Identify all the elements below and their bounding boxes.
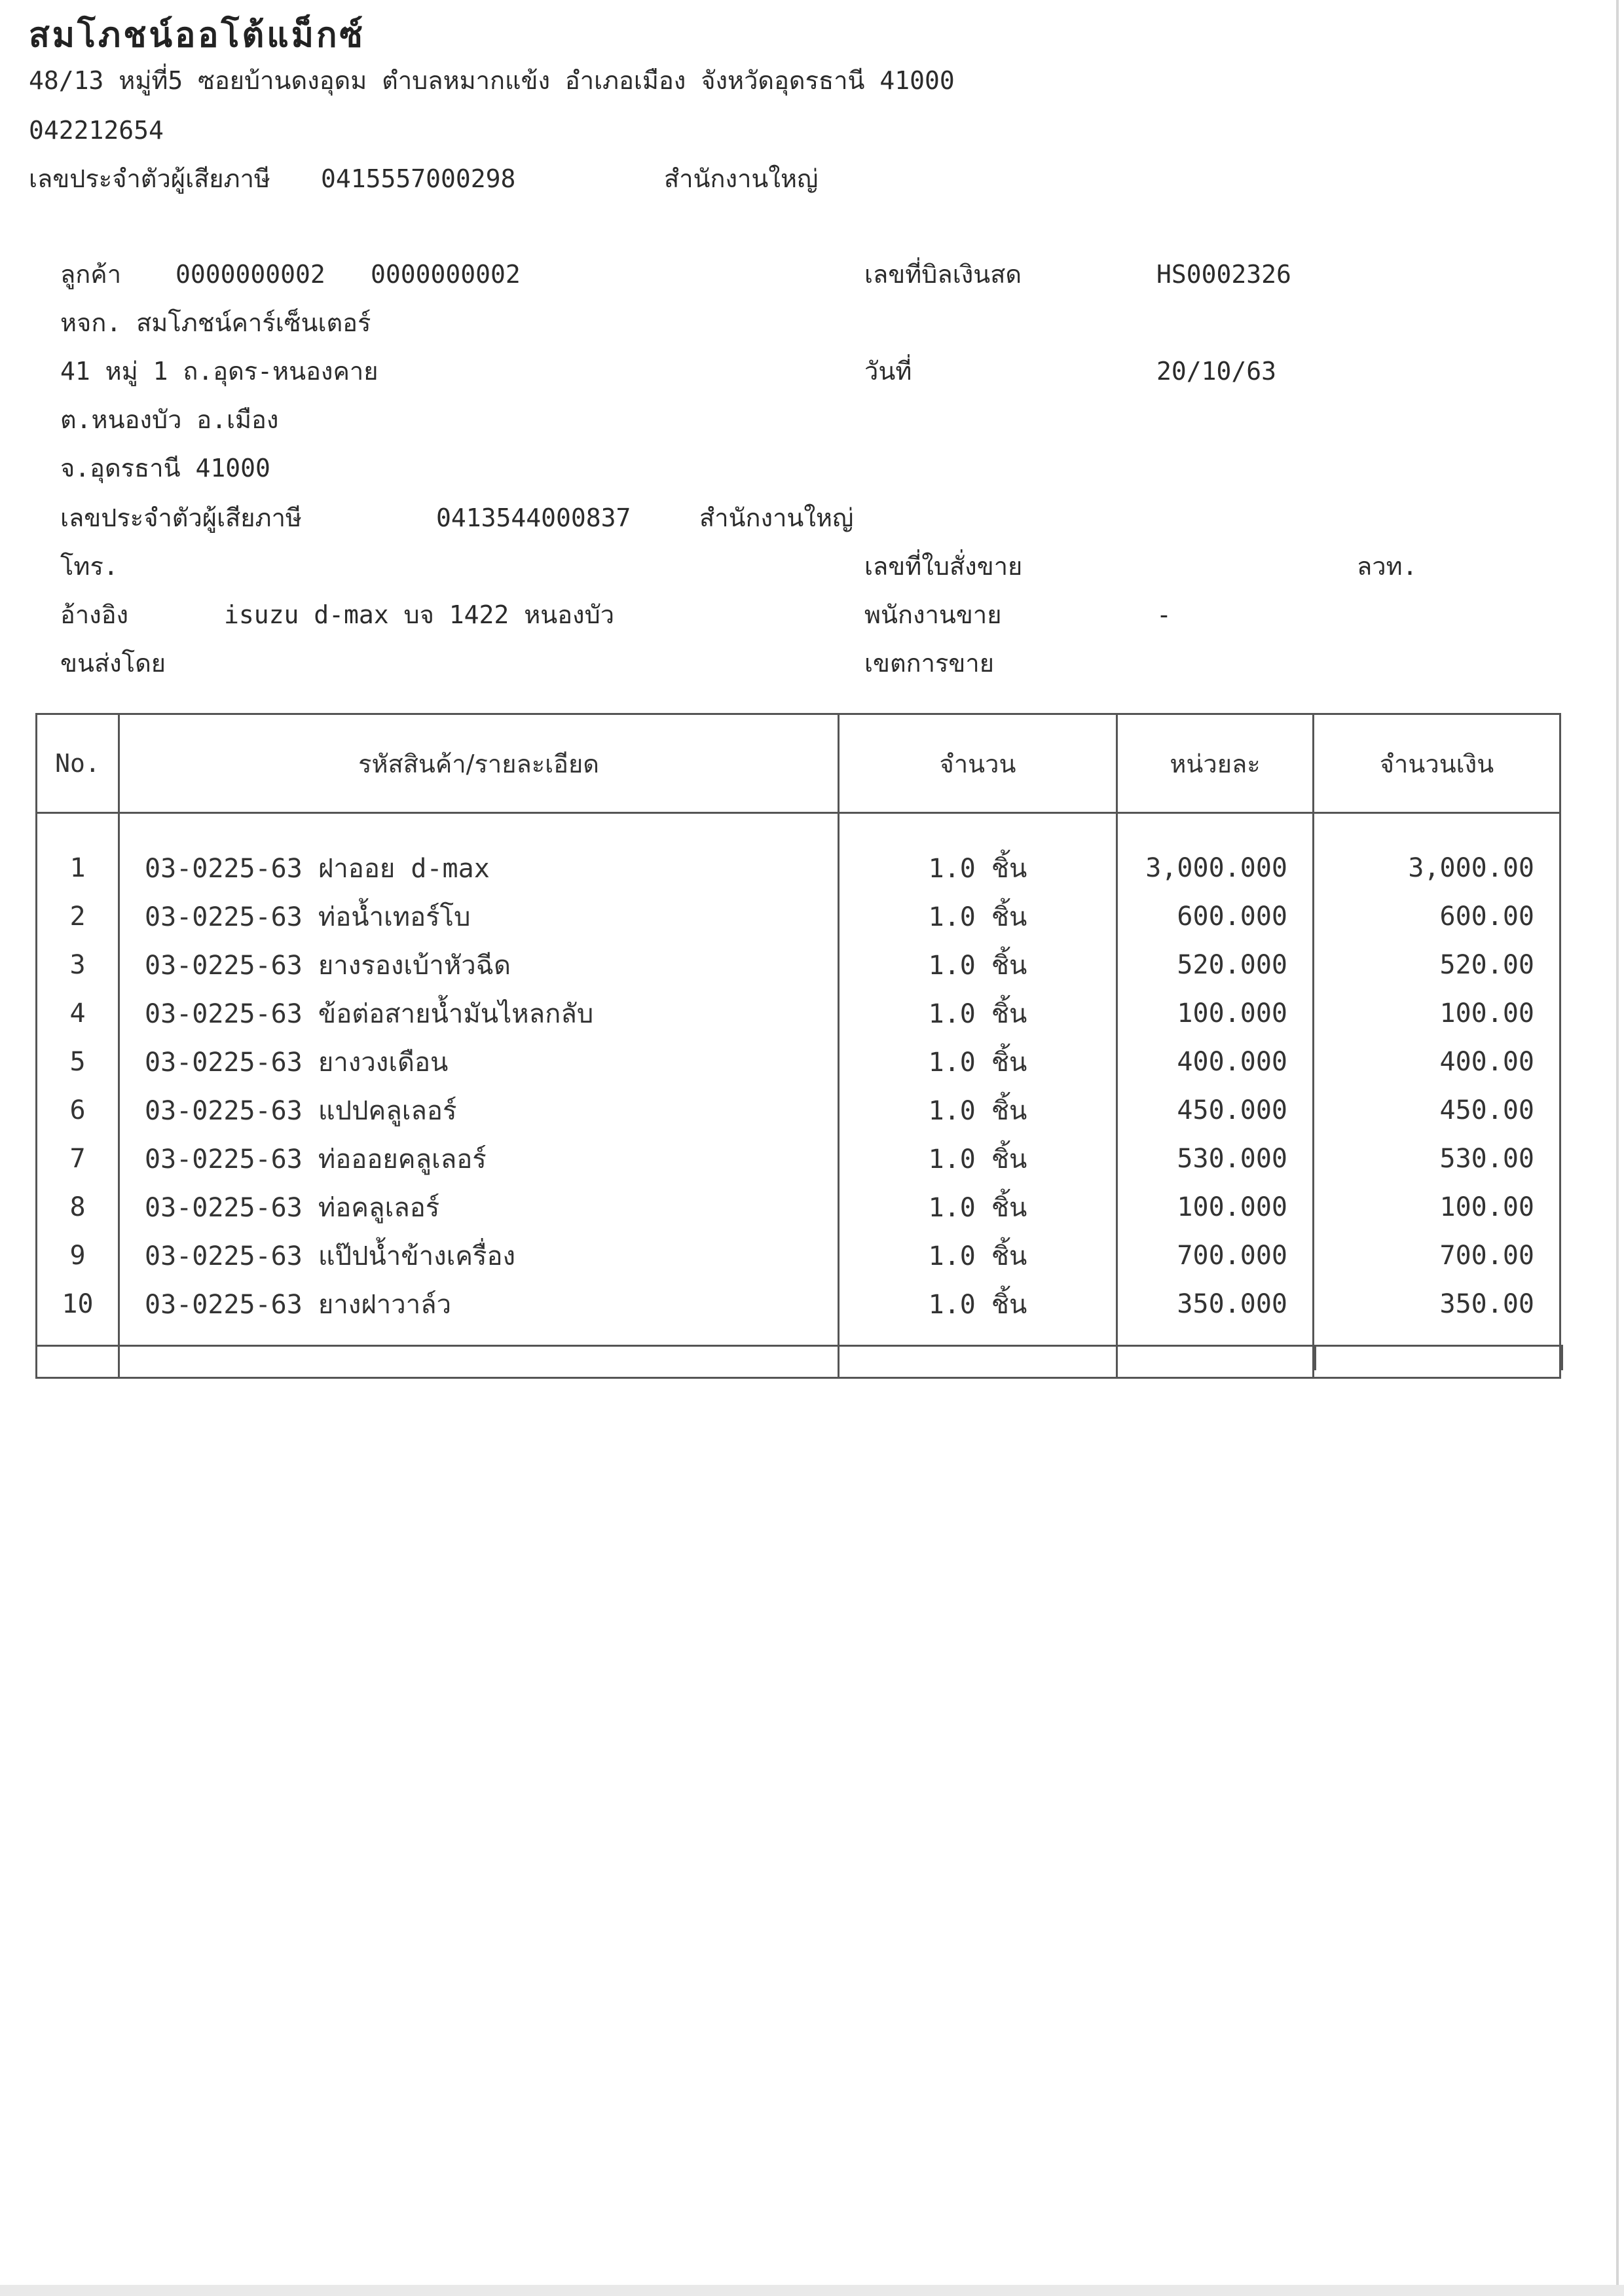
cell-amount: 530.00 — [1314, 1135, 1560, 1183]
cell-quantity: 1.0 ชิ้น — [839, 989, 1117, 1038]
cell-description: 03-0225-63 ท่อคลูเลอร์ — [119, 1183, 839, 1231]
cell-quantity: 1.0 ชิ้น — [839, 1280, 1117, 1328]
cell-description: 03-0225-63 ยางฝาวาล์ว — [119, 1280, 839, 1328]
table-row — [37, 1231, 1560, 1280]
cell-quantity: 1.0 ชิ้น — [839, 941, 1117, 989]
company-tax-id: 0415557000298 — [321, 164, 516, 193]
cell-description: 03-0225-63 ยางรองเบ้าหัวฉีด — [119, 941, 839, 989]
bill-date-label: วันที่ — [864, 357, 912, 386]
customer-phone-label: โทร. — [60, 552, 119, 581]
cell-quantity: 1.0 ชิ้น — [839, 1231, 1117, 1280]
cell-description: 03-0225-63 ฝาออย d-max — [119, 844, 839, 892]
cell-amount: 600.00 — [1314, 892, 1560, 941]
customer-code-2: 0000000002 — [371, 260, 521, 289]
sales-order-label: เลขที่ใบสั่งขาย — [864, 552, 1023, 581]
totals-divider — [1314, 1347, 1316, 1370]
cell-quantity: 1.0 ชิ้น — [839, 1086, 1117, 1135]
sales-area-label: เขตการขาย — [864, 649, 994, 678]
shipping-label: ขนส่งโดย — [60, 649, 166, 678]
cell-no: 7 — [37, 1135, 119, 1183]
cell-unit-price: 350.000 — [1117, 1280, 1314, 1328]
cell-amount: 520.00 — [1314, 941, 1560, 989]
customer-address-line-1: 41 หมู่ 1 ถ.อุดร-หนองคาย — [60, 357, 378, 386]
customer-name: หจก. สมโภชน์คาร์เซ็นเตอร์ — [60, 308, 371, 337]
header-quantity: จำนวน — [839, 714, 1117, 813]
bill-number-value: HS0002326 — [1156, 260, 1291, 289]
cell-unit-price: 530.000 — [1117, 1135, 1314, 1183]
cell-description: 03-0225-63 ท่อน้ำเทอร์โบ — [119, 892, 839, 941]
table-spacer — [37, 813, 1560, 845]
cell-description: 03-0225-63 แปปคลูเลอร์ — [119, 1086, 839, 1135]
cell-description: 03-0225-63 แป๊ปน้ำข้างเครื่อง — [119, 1231, 839, 1280]
table-row — [37, 1280, 1560, 1328]
cell-amount: 100.00 — [1314, 989, 1560, 1038]
customer-tax-label: เลขประจำตัวผู้เสียภาษี — [60, 503, 302, 532]
cell-description: 03-0225-63 ท่อออยคลูเลอร์ — [119, 1135, 839, 1183]
company-name: สมโภชน์ออโต้แม็กซ์ — [29, 16, 365, 55]
cell-unit-price: 700.000 — [1117, 1231, 1314, 1280]
cell-unit-price: 400.000 — [1117, 1038, 1314, 1086]
scan-edge-right — [1616, 0, 1619, 2296]
customer-address-line-3: จ.อุดรธานี 41000 — [60, 454, 270, 483]
cell-no: 9 — [37, 1231, 119, 1280]
reference-value: isuzu d-max บจ 1422 หนองบัว — [224, 600, 615, 629]
table-row — [37, 941, 1560, 989]
cell-quantity: 1.0 ชิ้น — [839, 1135, 1117, 1183]
cell-unit-price: 450.000 — [1117, 1086, 1314, 1135]
cell-amount: 400.00 — [1314, 1038, 1560, 1086]
cell-quantity: 1.0 ชิ้น — [839, 892, 1117, 941]
cell-amount: 700.00 — [1314, 1231, 1560, 1280]
company-branch: สำนักงานใหญ่ — [664, 164, 819, 193]
cell-description: 03-0225-63 ข้อต่อสายน้ำมันไหลกลับ — [119, 989, 839, 1038]
cell-quantity: 1.0 ชิ้น — [839, 844, 1117, 892]
reference-label: อ้างอิง — [60, 600, 129, 629]
totals-frame — [35, 1345, 1563, 1370]
table-row — [37, 1086, 1560, 1135]
bill-date-value: 20/10/63 — [1156, 357, 1277, 386]
header-description: รหัสสินค้า/รายละเอียด — [119, 714, 839, 813]
cell-unit-price: 100.000 — [1117, 989, 1314, 1038]
cell-no: 4 — [37, 989, 119, 1038]
cell-no: 8 — [37, 1183, 119, 1231]
customer-address-line-2: ต.หนองบัว อ.เมือง — [60, 405, 279, 434]
salesperson-label: พนักงานขาย — [864, 600, 1002, 629]
cell-no: 1 — [37, 844, 119, 892]
salesperson-value: - — [1156, 600, 1172, 629]
items-table — [35, 713, 1561, 1379]
table-row — [37, 844, 1560, 892]
cell-no: 3 — [37, 941, 119, 989]
company-address: 48/13 หมู่ที่5 ซอยบ้านดงอุดม ตำบลหมากแข้ง อำเภอเมือง จังหวัดอุดรธานี 41000 — [29, 66, 955, 95]
cell-amount: 350.00 — [1314, 1280, 1560, 1328]
cell-quantity: 1.0 ชิ้น — [839, 1183, 1117, 1231]
bill-number-label: เลขที่บิลเงินสด — [864, 260, 1022, 289]
table-row — [37, 1183, 1560, 1231]
cell-unit-price: 100.000 — [1117, 1183, 1314, 1231]
header-unit-price: หน่วยละ — [1117, 714, 1314, 813]
customer-tax-id: 0413544000837 — [436, 503, 631, 532]
scan-edge-bottom — [0, 2285, 1624, 2296]
customer-code-1: 0000000002 — [175, 260, 325, 289]
cell-quantity: 1.0 ชิ้น — [839, 1038, 1117, 1086]
table-row — [37, 989, 1560, 1038]
table-row — [37, 1135, 1560, 1183]
customer-label: ลูกค้า — [60, 260, 122, 289]
company-phone: 042212654 — [29, 116, 164, 145]
cell-unit-price: 520.000 — [1117, 941, 1314, 989]
table-row — [37, 1038, 1560, 1086]
company-tax-label: เลขประจำตัวผู้เสียภาษี — [29, 164, 270, 193]
header-no: No. — [37, 714, 119, 813]
cell-no: 10 — [37, 1280, 119, 1328]
items-table-header — [37, 714, 1560, 813]
cell-amount: 3,000.00 — [1314, 844, 1560, 892]
cell-no: 5 — [37, 1038, 119, 1086]
cell-amount: 450.00 — [1314, 1086, 1560, 1135]
sales-order-value: ลวท. — [1357, 552, 1418, 581]
cell-unit-price: 3,000.000 — [1117, 844, 1314, 892]
cell-unit-price: 600.000 — [1117, 892, 1314, 941]
table-row — [37, 892, 1560, 941]
header-amount: จำนวนเงิน — [1314, 714, 1560, 813]
cell-amount: 100.00 — [1314, 1183, 1560, 1231]
cell-no: 2 — [37, 892, 119, 941]
cell-description: 03-0225-63 ยางวงเดือน — [119, 1038, 839, 1086]
cell-no: 6 — [37, 1086, 119, 1135]
customer-branch: สำนักงานใหญ่ — [699, 503, 854, 532]
